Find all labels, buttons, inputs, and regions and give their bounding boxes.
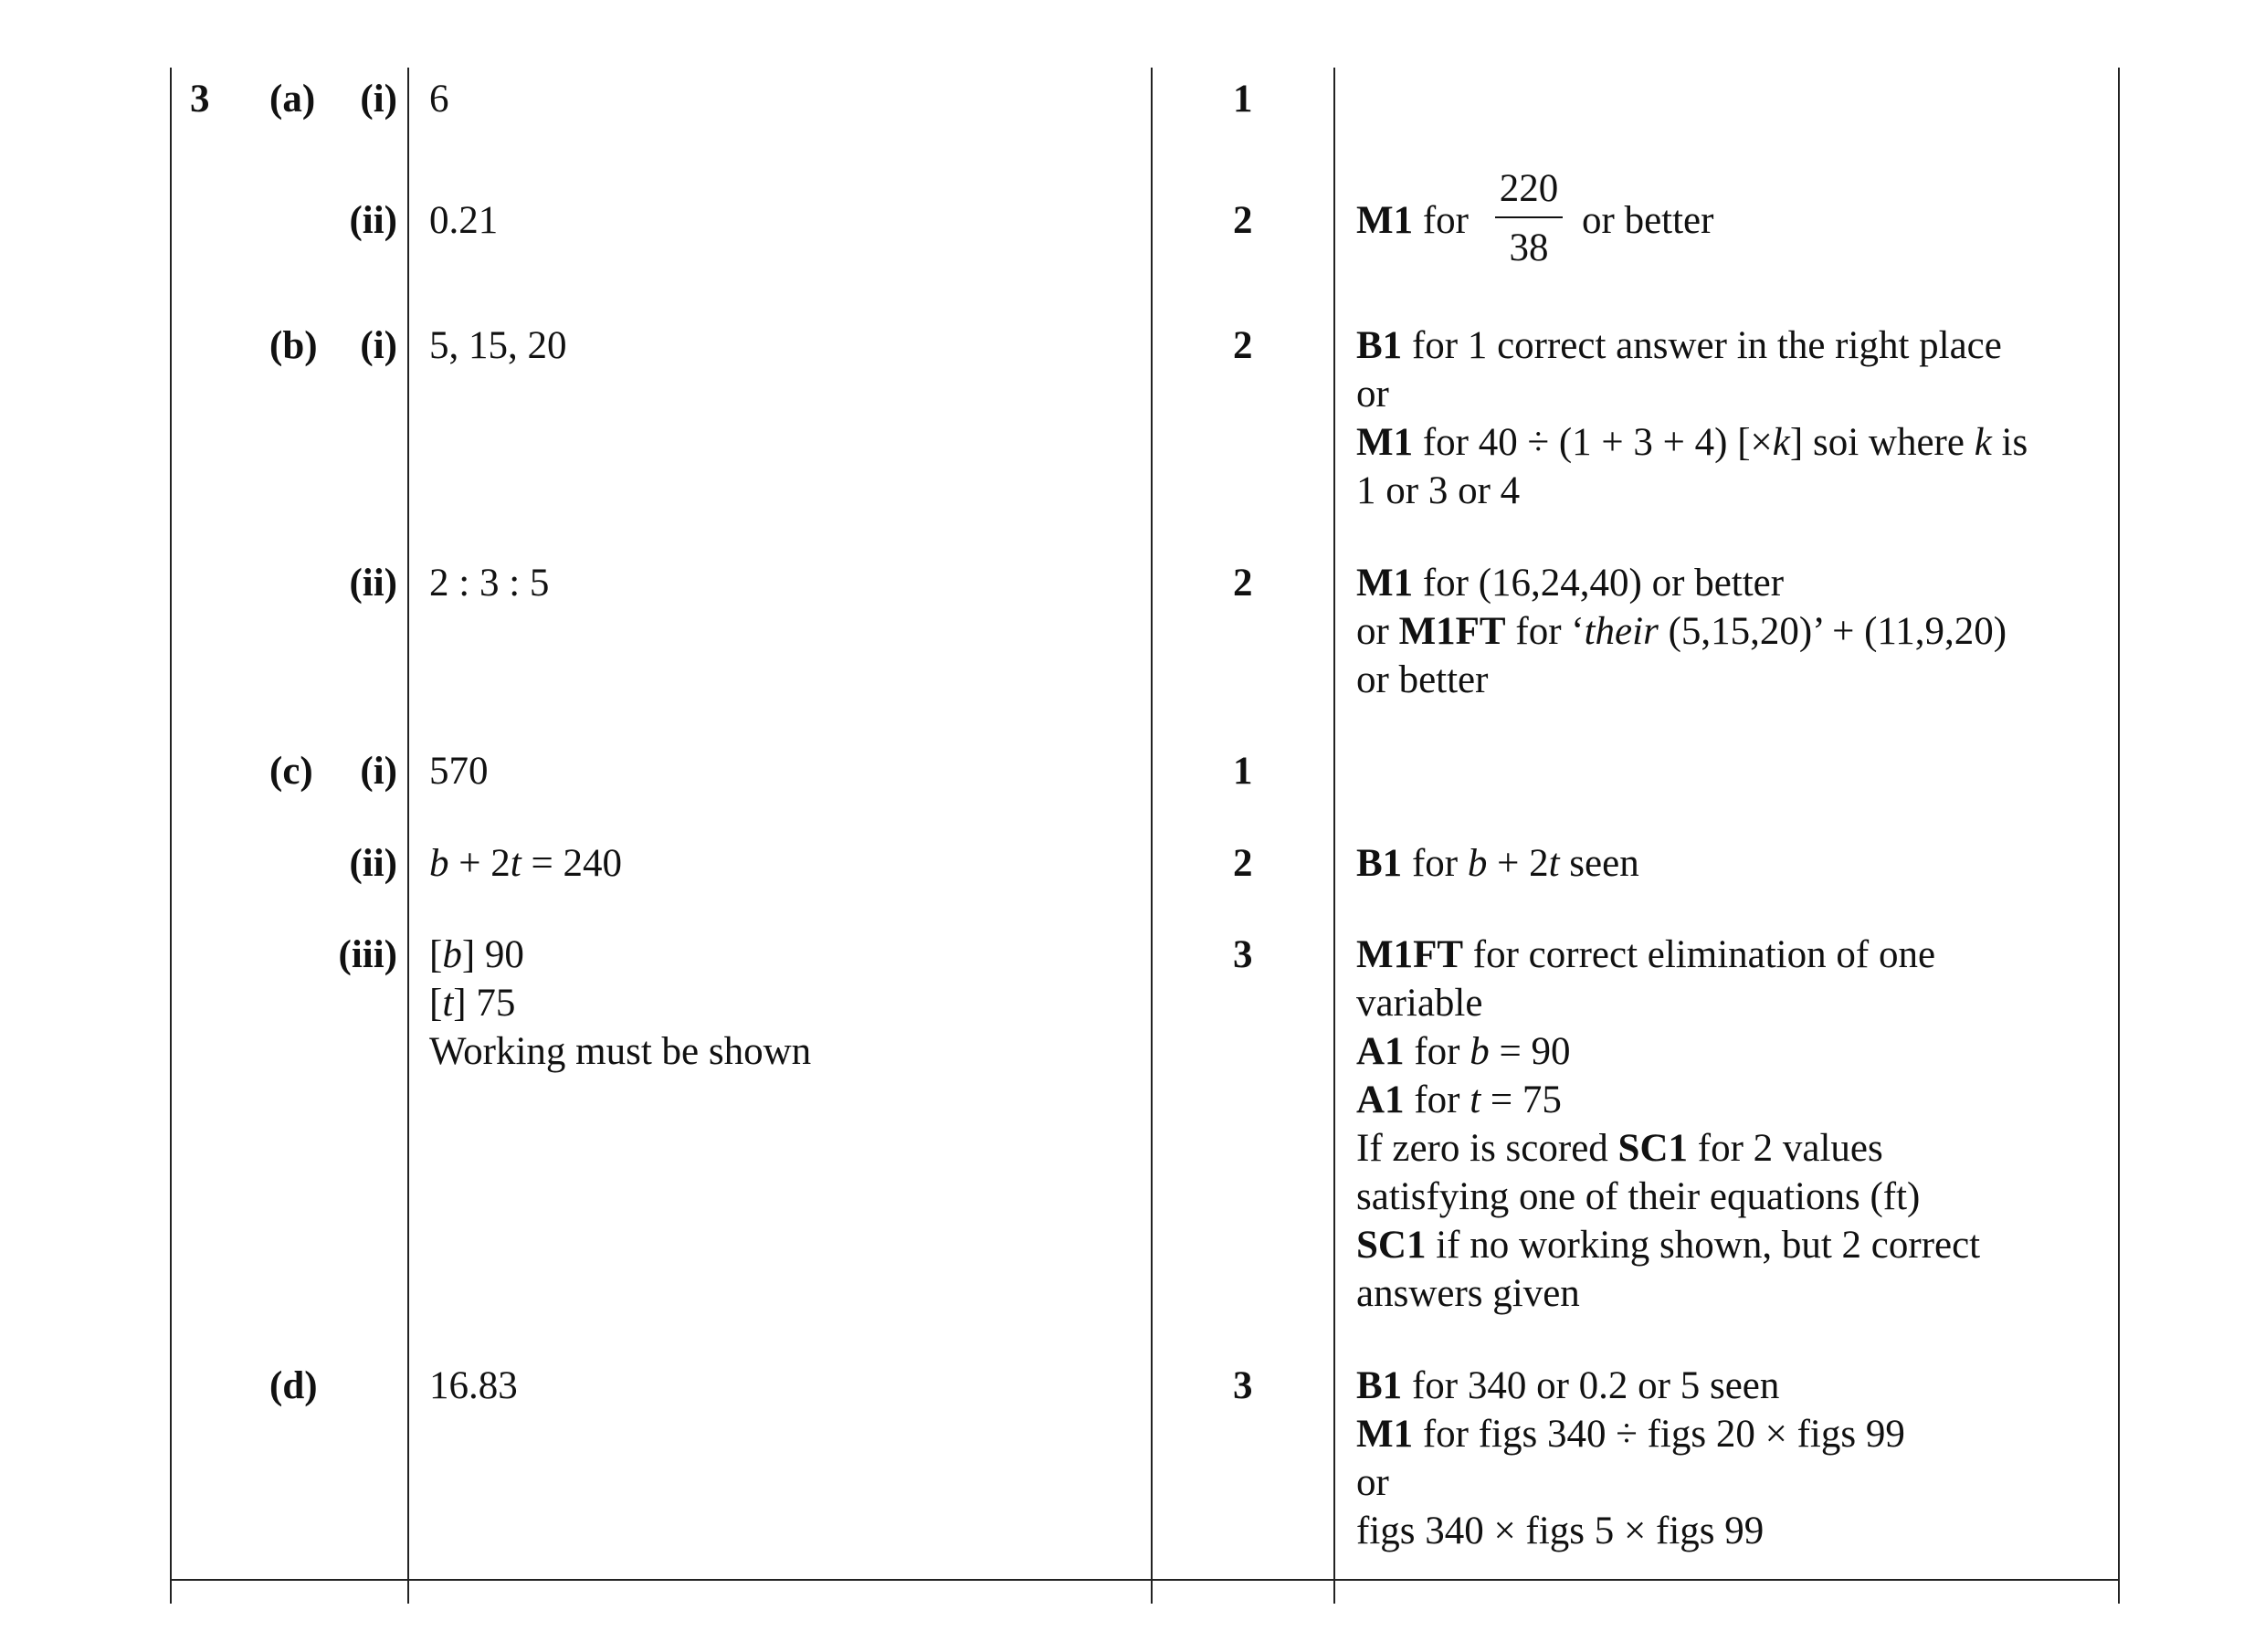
mark-code: M1 [1356,562,1414,605]
guidance-text: + 2 [1487,842,1549,885]
guidance-text: ] soi where [1789,421,1975,464]
guidance-d-line1 [1356,1362,1779,1410]
column-divider-label [407,68,409,1604]
answer-b-i: 5, 15, 20 [429,324,567,367]
table-border-left [170,68,172,1604]
guidance-text: for figs 340 ÷ figs 20 × figs 99 [1413,1413,1905,1456]
fraction-denominator: 38 [1509,226,1549,269]
guidance-c-iii-line6: satisfying one of their equations (ft) [1356,1175,1921,1218]
answer-a-i: 6 [429,78,449,121]
guidance-c-iii-line1 [1356,931,1935,979]
mark-b-i: 2 [1233,324,1253,367]
part-label-a: (a) [269,78,316,121]
mark-code: M1FT [1398,610,1506,653]
guidance-b-i-line2: or [1356,373,1389,416]
guidance-text: seen [1559,842,1639,885]
variable-b: b [1467,842,1488,885]
answer-text: + 2 [448,842,511,885]
variable-t: t [1548,842,1560,885]
sub-label-c-i: (i) [360,750,397,793]
variable-k: k [1974,421,1992,464]
guidance-c-iii-line3 [1356,1027,1570,1076]
mark-code: M1 [1356,1413,1414,1456]
column-divider-mark [1333,68,1335,1604]
guidance-text: is [1991,421,2028,464]
guidance-text: for 340 or 0.2 or 5 seen [1402,1364,1780,1407]
guidance-b-ii-line3: or better [1356,658,1489,701]
mark-c-ii: 2 [1233,842,1253,885]
guidance-text: for [1422,199,1469,242]
mark-a-i: 1 [1233,78,1253,121]
sub-label-c-iii: (iii) [338,933,397,976]
mark-code: B1 [1356,1364,1403,1407]
guidance-text: for [1404,1030,1470,1073]
mark-code: M1 [1356,421,1414,464]
guidance-text: = 90 [1489,1030,1571,1073]
answer-d: 16.83 [429,1364,518,1407]
column-divider-answer [1151,68,1153,1604]
guidance-text: if no working shown, but 2 correct [1426,1224,1981,1267]
part-label-b: (b) [269,324,318,367]
answer-text: = 240 [521,842,622,885]
sub-label-b-ii: (ii) [349,562,397,605]
answer-text: ] 90 [461,933,524,976]
answer-text: [ [429,982,443,1025]
guidance-text: or [1356,610,1399,653]
variable-t: t [442,982,454,1025]
answer-a-ii: 0.21 [429,199,499,242]
guidance-d-line3: or [1356,1461,1389,1504]
guidance-text: for correct elimination of one [1463,933,1936,976]
guidance-text: If zero is scored [1356,1127,1618,1170]
guidance-b-ii-line2 [1356,607,2007,656]
guidance-text: for 1 correct answer in the right place [1411,324,2002,367]
variable-t: t [1470,1079,1481,1121]
guidance-c-iii-line8: answers given [1356,1272,1580,1315]
fraction-numerator: 220 [1499,167,1559,210]
guidance-text: (5,15,20)’ + (11,9,20) [1658,610,2007,653]
guidance-c-iii-line2: variable [1356,982,1483,1025]
guidance-c-iii-line7 [1356,1221,1980,1269]
guidance-b-ii-line1 [1356,559,1784,607]
guidance-text: for ‘ [1505,610,1585,653]
mark-code: M1 [1356,199,1414,242]
answer-c-ii [429,839,622,888]
guidance-a-ii [1356,196,1469,245]
guidance-c-iii-line5 [1356,1124,1883,1173]
guidance-b-i-line4: 1 or 3 or 4 [1356,469,1521,512]
answer-text: ] 75 [453,982,516,1025]
answer-c-iii-t [429,979,515,1027]
answer-b-ii: 2 : 3 : 5 [429,562,550,605]
question-number: 3 [190,78,210,121]
answer-text: [ [429,933,443,976]
guidance-text: = 75 [1480,1079,1562,1121]
mark-code: A1 [1356,1030,1405,1073]
guidance-text: for [1402,842,1468,885]
variable-t: t [510,842,521,885]
part-label-d: (d) [269,1364,318,1407]
mark-code: SC1 [1617,1127,1689,1170]
guidance-c-iii-line4 [1356,1076,1562,1124]
variable-k: k [1772,421,1790,464]
guidance-text: for [1404,1079,1470,1121]
table-border-right [2118,68,2120,1604]
mark-c-iii: 3 [1233,933,1253,976]
sub-label-c-ii: (ii) [349,842,397,885]
variable-b: b [429,842,449,885]
guidance-b-i-line3 [1356,418,2028,467]
guidance-a-ii-tail: or better [1582,199,1714,242]
table-bottom-rule [170,1579,2120,1581]
sub-label-a-ii: (ii) [349,199,397,242]
sub-label-a-i: (i) [360,78,397,121]
mark-code: M1FT [1356,933,1464,976]
guidance-d-line4: figs 340 × figs 5 × figs 99 [1356,1510,1765,1552]
part-label-c: (c) [269,750,313,793]
guidance-text: for 2 values [1688,1127,1883,1170]
guidance-b-i-line1 [1356,321,2002,370]
sub-label-b-i: (i) [360,324,397,367]
mark-c-i: 1 [1233,750,1253,793]
mark-code: A1 [1356,1079,1405,1121]
their-italic: their [1584,610,1659,653]
answer-c-iii-note: Working must be shown [429,1030,812,1073]
fraction-bar [1495,216,1563,218]
variable-b: b [442,933,462,976]
mark-a-ii: 2 [1233,199,1253,242]
guidance-text: for 40 ÷ (1 + 3 + 4) [× [1422,421,1773,464]
guidance-d-line2 [1356,1410,1905,1458]
mark-code: B1 [1356,324,1403,367]
mark-d: 3 [1233,1364,1253,1407]
guidance-c-ii [1356,839,1639,888]
fraction-220-over-38 [1493,164,1564,272]
answer-c-iii-b [429,931,524,979]
mark-code: B1 [1356,842,1403,885]
answer-c-i: 570 [429,750,489,793]
variable-b: b [1470,1030,1490,1073]
mark-b-ii: 2 [1233,562,1253,605]
mark-code: SC1 [1356,1224,1427,1267]
guidance-text: for (16,24,40) or better [1422,562,1785,605]
